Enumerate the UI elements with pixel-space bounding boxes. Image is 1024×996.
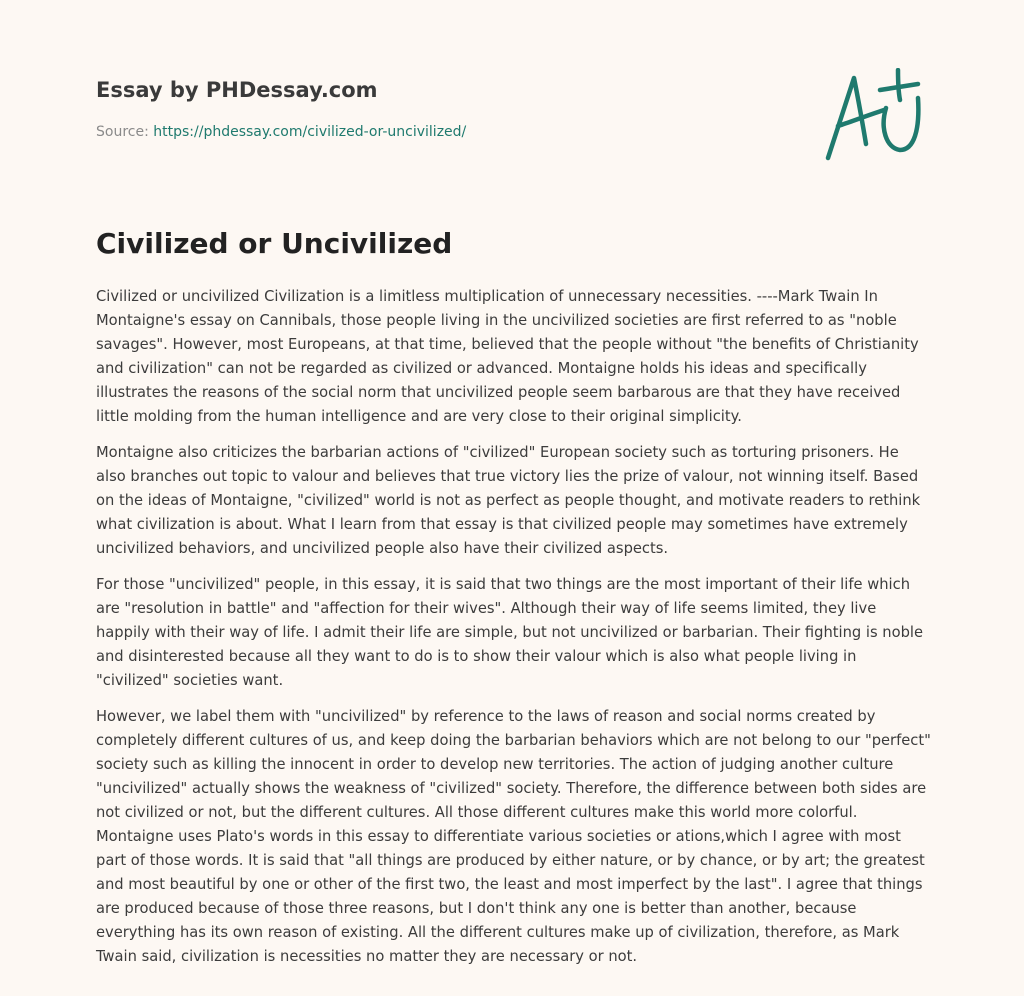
source-link[interactable]: https://phdessay.com/civilized-or-uncivilized/ — [153, 124, 467, 140]
essay-paragraph-4: However, we label them with "uncivilized" by reference to the laws of reason and social norms created by completely different cultures of us, and keep doing the barbarian behaviors which are not belong to our "perfect" society such as killing the innocent in order to develop new territories. The action of judging another culture "uncivilized" actually shows the weakness of "civilized" society. Therefore, the difference between both sides are not civilized or not, but the different cultures. All those different cultures make this world more colorful. Montaigne uses Plato's words in this essay to differentiate various societies or ations,which I agree with most part of those words. It is said that "all things are produced by either nature, or by chance, or by art; the greatest and most beautiful by one or other of the first two, the least and most imperfect by the last". I agree that things are produced because of those three reasons, but I don't think any one is better than another, because everything has its own reason of existing. All the different cultures make up of civilization, therefore, as Mark Twain said, civilization is necessities no matter they are necessary or not. — [96, 708, 931, 965]
essay-paragraph-1: Civilized or uncivilized Civilization is a limitless multiplication of unnecessary necessities. ----Mark Twain In Montaigne's essay on Cannibals, those people living in the uncivilized societies are first referred to as "noble savages". However, most Europeans, at that time, believed that the people without "the benefits of Christianity and civilization" can not be regarded as civilized or advanced. Montaigne holds his ideas and specifically illustrates the reasons of the social norm that uncivilized people seem barbarous are that they have received little molding from the human intelligence and are very close to their original simplicity. — [96, 288, 919, 425]
brand-title: Essay by PHDessay.com — [96, 78, 378, 102]
essay-title: Civilized or Uncivilized — [96, 227, 453, 260]
essay-paragraph-3: For those "uncivilized" people, in this essay, it is said that two things are the most important of their life which are "resolution in battle" and "affection for their wives". Although their way of life seems limited, they live happily with their way of life. I admit their life are simple, but not uncivilized or barbarian. Their fighting is noble and disinterested because all they want to do is to show their valour which is also what people living in "civilized" societies want. — [96, 576, 924, 689]
a-plus-logo-icon — [822, 68, 932, 164]
page-header — [96, 76, 796, 142]
source-line — [96, 122, 796, 142]
essay-body — [96, 285, 932, 981]
source-label: Source: — [96, 124, 149, 140]
essay-paragraph-2: Montaigne also criticizes the barbarian actions of "civilized" European society such as torturing prisoners. He also branches out topic to valour and believes that true victory lies the prize of valour, not winning itself. Based on the ideas of Montaigne, "civilized" world is not as perfect as people thought, and motivate readers to rethink what civilization is about. What I learn from that essay is that civilized people may sometimes have extremely uncivilized behaviors, and uncivilized people also have their civilized aspects. — [96, 444, 921, 557]
